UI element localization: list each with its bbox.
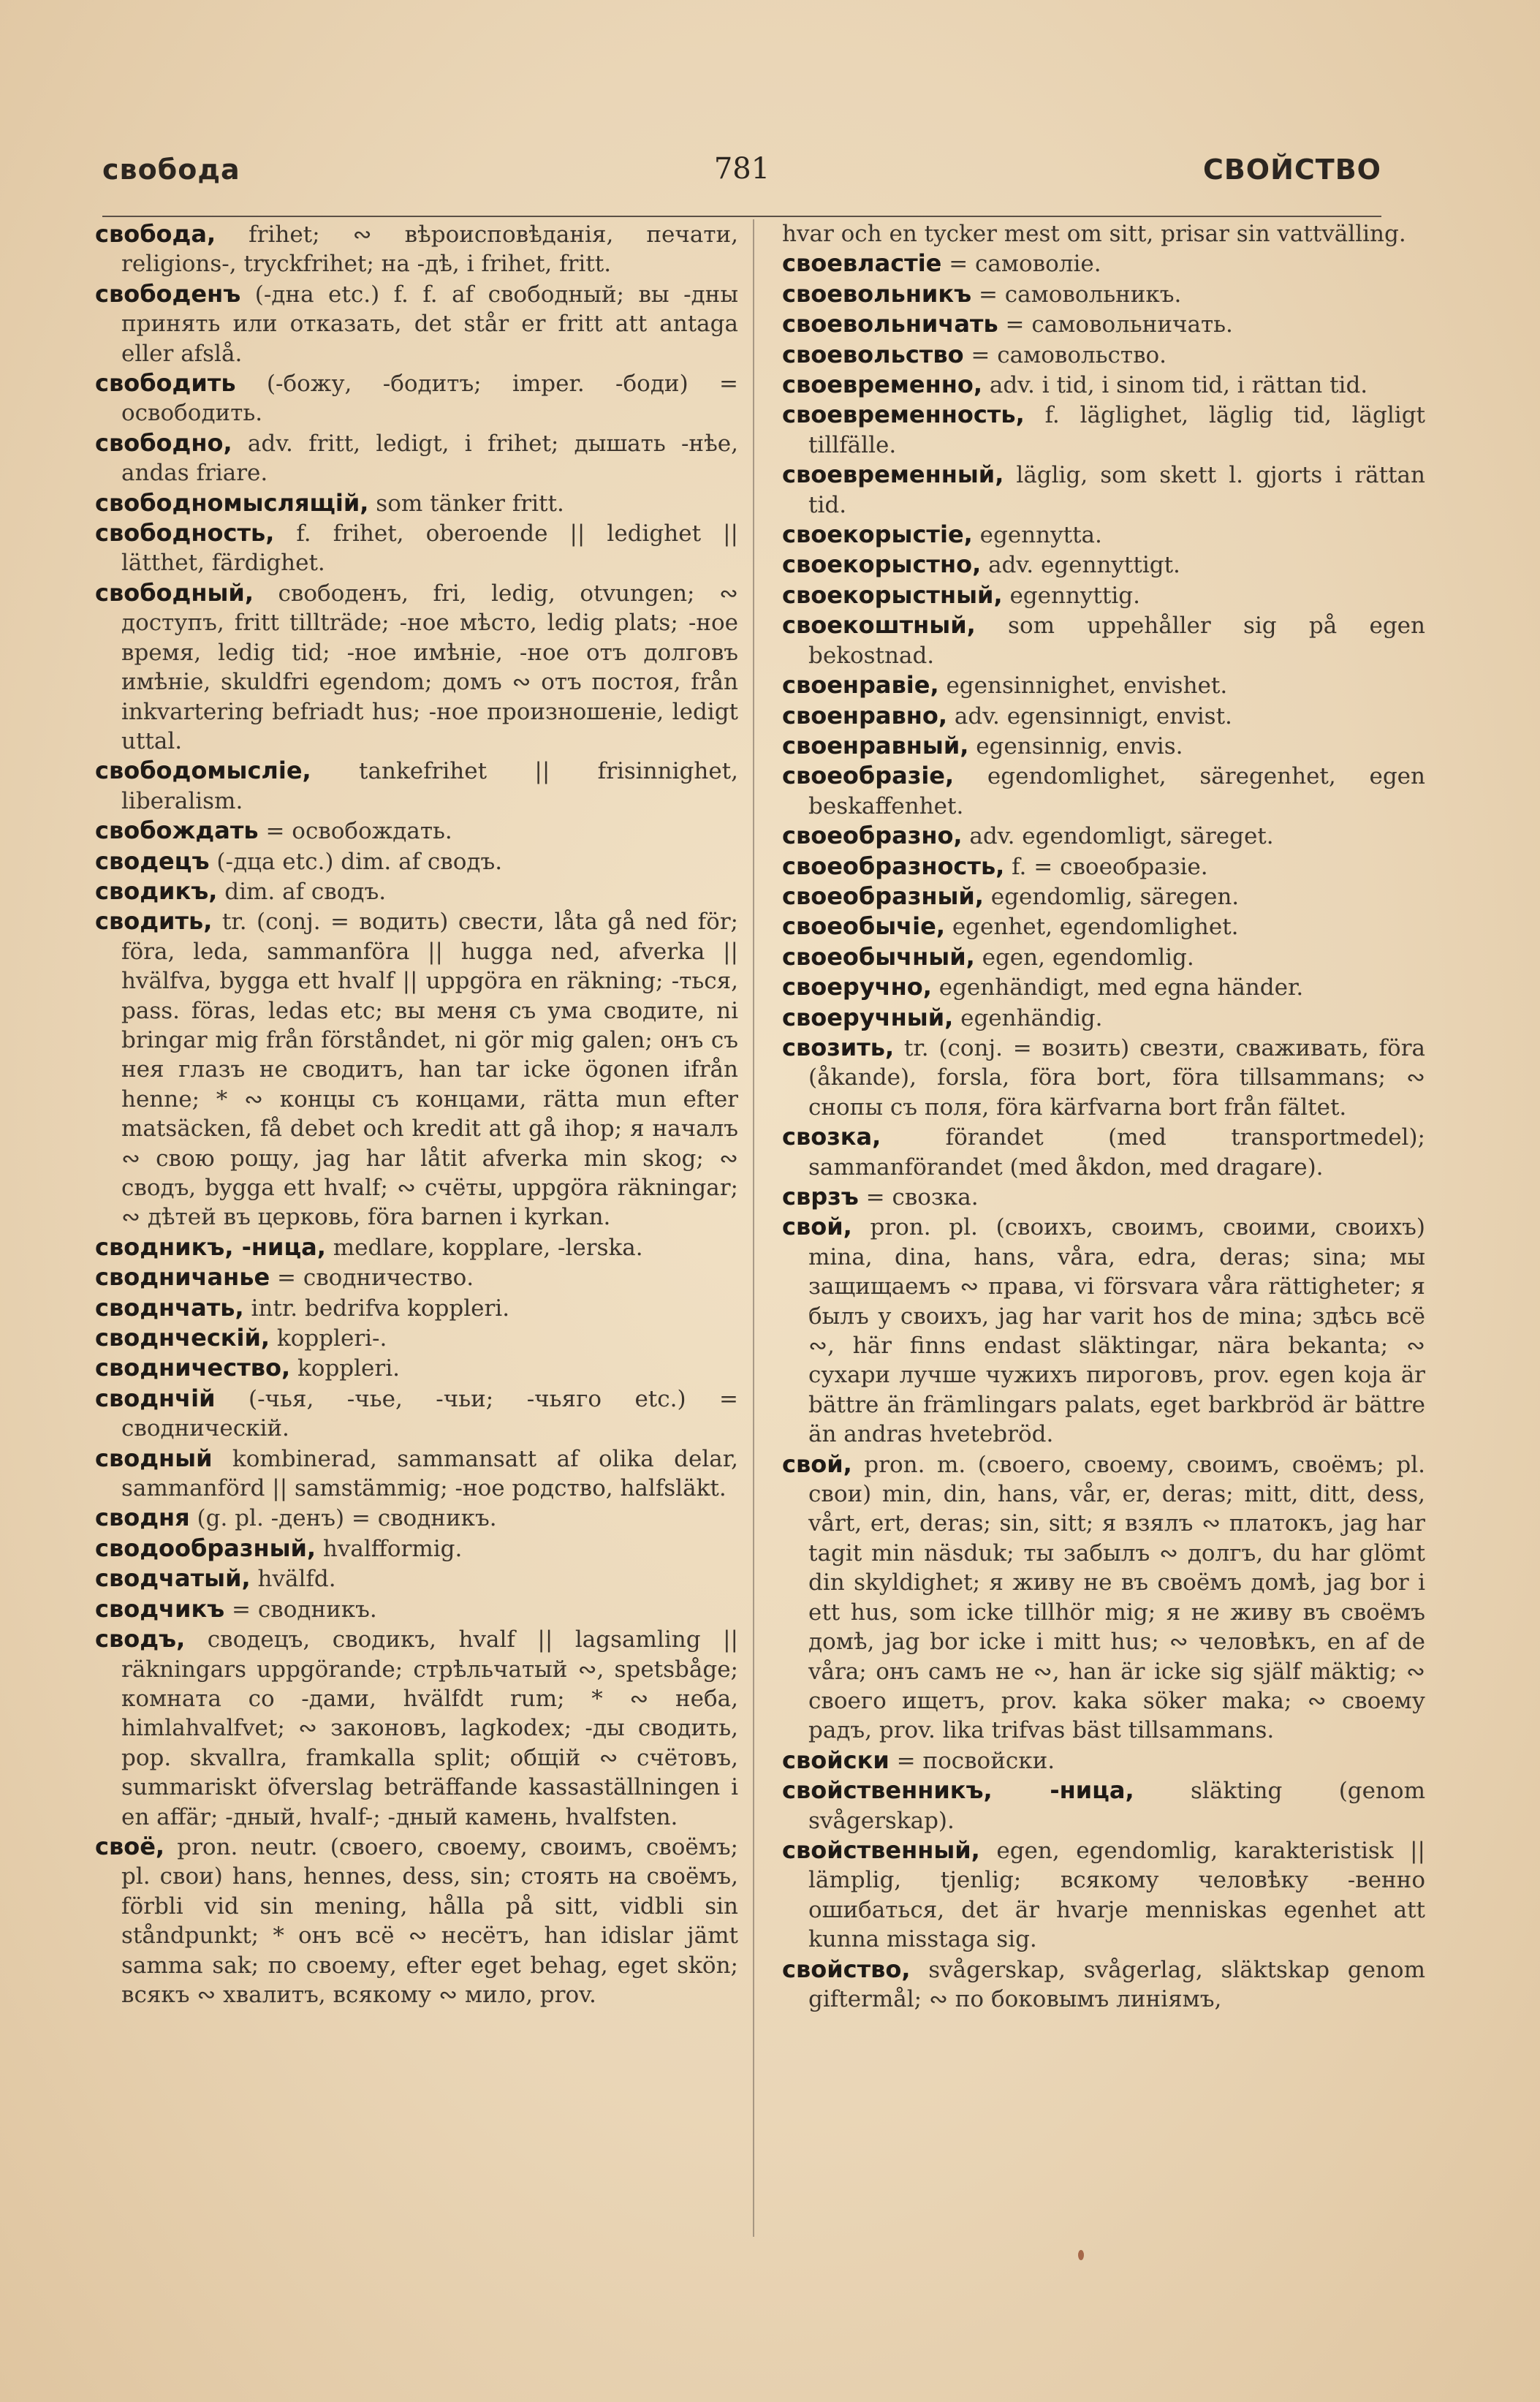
- entry-definition: = самовольникъ.: [971, 281, 1182, 308]
- dictionary-entry: [95, 368, 738, 428]
- entry-headword: своеобразіе,: [782, 762, 955, 790]
- dictionary-entry: [95, 1832, 738, 2009]
- entry-definition: = свозка.: [858, 1184, 979, 1211]
- dictionary-entry: [95, 846, 738, 876]
- dictionary-entry: [782, 340, 1425, 370]
- entry-headword: сврзъ: [782, 1183, 859, 1211]
- entry-definition: tr. (conj. = возить) свезти, сваживать, föra (åkande), forsla, föra bort, föra tillsammans; ∾ снопы съ поля, föra kärfvarna bort från fältet.: [808, 1034, 1425, 1121]
- dictionary-entry: [95, 428, 738, 488]
- dictionary-entry: [782, 1182, 1425, 1212]
- entry-definition: tr. (conj. = водить) свести, låta gå ned för; föra, leda, sammanföra || hugga ned, afverka || hvälfva, bygga ett hvalf || uppgöra en räkning; -ться, pass. föras, ledas etc; вы меня съ ума сводите, ni bringar mig från förståndet, ni gör mig galen; онъ съ нея глазъ не сводитъ, han tar icke ögonen ifrån henne; * ∾ концы съ концами, rätta mun efter matsäcken, få debet och kredit att gå ihop; я началъ ∾ свою рощу, jag har låtit afverka min skog; ∾ сводъ, bygga ett hvalf; ∾ счёты, uppgöra räkningar; ∾ дѣтей въ церковь, föra barnen i kyrkan.: [121, 909, 738, 1231]
- header-rule: [102, 216, 1381, 217]
- entry-headword: своекорыстный,: [782, 580, 1003, 609]
- dictionary-entry: [95, 756, 738, 816]
- dictionary-entry: [782, 309, 1425, 339]
- dictionary-entry: [782, 460, 1425, 520]
- dictionary-entry: [782, 279, 1425, 309]
- entry-definition: hvalfformig.: [316, 1535, 463, 1562]
- entry-headword: своеобразный,: [782, 882, 984, 910]
- dictionary-entry: [95, 1564, 738, 1594]
- dictionary-entry: [95, 1323, 738, 1353]
- entry-definition: = самоволіе.: [941, 251, 1101, 278]
- entry-definition: f. frihet, oberoende || ledighet || lätthet, färdighet.: [121, 520, 738, 577]
- entry-headword: сводъ,: [95, 1625, 186, 1653]
- entry-headword: сводчикъ: [95, 1594, 225, 1623]
- dictionary-entry: [782, 1033, 1425, 1122]
- entry-definition: adv. egennyttigt.: [981, 552, 1180, 579]
- entry-definition: (-чья, -чье, -чьи; -чьяго etc.) = сводническій.: [121, 1385, 738, 1442]
- dictionary-entry: [782, 912, 1425, 942]
- entry-definition: som tänker fritt.: [368, 490, 564, 517]
- dictionary-entry: [782, 550, 1425, 580]
- entry-headword: сводецъ: [95, 846, 210, 875]
- column-divider: [753, 219, 754, 2237]
- dictionary-entry: [95, 876, 738, 906]
- entry-headword: свойство,: [782, 1955, 911, 1983]
- left-running-headword: свобода: [102, 154, 240, 186]
- entry-headword: своевластіе: [782, 249, 942, 278]
- entry-headword: свобода,: [95, 220, 216, 248]
- entry-headword: сводообразный,: [95, 1534, 316, 1562]
- dictionary-entry: [782, 1212, 1425, 1449]
- entry-headword: свободномыслящій,: [95, 488, 369, 517]
- dictionary-entry: [95, 1624, 738, 1832]
- entry-headword: свойственникъ, -ница,: [782, 1776, 1134, 1805]
- entry-headword: своекорыстно,: [782, 550, 982, 579]
- dictionary-entry: [95, 906, 738, 1232]
- entry-headword: свободенъ: [95, 279, 241, 308]
- entry-headword: свозить,: [782, 1033, 895, 1061]
- dictionary-page: [95, 110, 1425, 2288]
- entry-definition: som uppehåller sig på egen bekostnad.: [808, 613, 1425, 669]
- page-number: 781: [713, 152, 770, 186]
- dictionary-entry: [782, 1746, 1425, 1776]
- dictionary-entry: [95, 1384, 738, 1444]
- entry-definition: tankefrihet || frisinnighet, liberalism.: [121, 758, 738, 814]
- dictionary-entry: [782, 219, 1425, 249]
- entry-definition: adv. egendomligt, säreget.: [962, 823, 1274, 850]
- entry-headword: своекоштный,: [782, 611, 976, 640]
- dictionary-entry: [95, 1353, 738, 1383]
- entry-headword: сводникъ, -ница,: [95, 1232, 326, 1261]
- entry-definition: = освобождать.: [258, 818, 452, 845]
- entry-definition: egenhet, egendomlighet.: [944, 914, 1239, 941]
- dictionary-entry: [95, 1534, 738, 1564]
- entry-headword: своё,: [95, 1832, 165, 1860]
- entry-definition: släkting (genom svågerskap).: [808, 1778, 1425, 1834]
- entry-headword: свой,: [782, 1450, 852, 1478]
- entry-headword: своевольство: [782, 340, 964, 368]
- dictionary-entry: [95, 1293, 738, 1323]
- dictionary-entry: [95, 219, 738, 279]
- right-running-headword: СВОЙСТВО: [1202, 154, 1381, 186]
- entry-definition: (-дна etc.) f. f. af свободный; вы -дны принять или отказать, det står er fritt att antaga eller afslå.: [121, 281, 738, 367]
- dictionary-entry: [782, 610, 1425, 670]
- dictionary-entry: [782, 1955, 1425, 2015]
- entry-headword: своевременно,: [782, 371, 982, 399]
- entry-definition: egenhändig.: [953, 1004, 1103, 1031]
- dictionary-entry: [95, 1262, 738, 1292]
- dictionary-entry: [782, 520, 1425, 550]
- dictionary-entry: [782, 580, 1425, 610]
- dictionary-entry: [782, 1450, 1425, 1746]
- dictionary-entry: [782, 1776, 1425, 1835]
- entry-definition: egensinnighet, envishet.: [938, 673, 1228, 700]
- entry-headword: своеобычный,: [782, 942, 975, 971]
- entry-definition: pron. m. (своего, своему, своимъ, своёмъ; pl. свои) min, din, hans, vår, er, deras; mitt, ditt, dess, vårt, ert, deras; sin, sitt; я взялъ ∾ платокъ, jag har tagit min näsduk; ты забылъ ∾ долгъ, du har glömt din skyldighet; я живу не въ своёмъ домѣ, jag bor i ett hus, som icke tillhör mig; я не живу въ своёмъ домѣ, jag bor icke i mitt hus; ∾ человѣкъ, en af de våra; онъ самъ не ∾, han är icke sig själf mäktig; ∾ своего ищетъ, prov. kaka söker maka; ∾ своему радъ, prov. lika trifvas bäst tillsammans.: [808, 1451, 1425, 1744]
- entry-definition: (-божу, -бодитъ; imper. -боди) = освободить.: [121, 371, 738, 427]
- dictionary-entry: [782, 370, 1425, 400]
- entry-headword: сводничанье: [95, 1263, 270, 1292]
- entry-definition: свободенъ, fri, ledig, otvungen; ∾ доступъ, fritt tillträde; -ное мѣсто, ledig plats; -ное время, ledig tid; -ное имѣніе, -ное отъ долговъ имѣніе, skuldfri egendom; домъ ∾ отъ постоя, från inkvartering befriadt hus; -ное произношеніе, ledigt uttal.: [121, 580, 738, 754]
- dictionary-entry: [782, 1122, 1425, 1182]
- dictionary-entry: [782, 821, 1425, 851]
- dictionary-entry: [95, 816, 738, 846]
- entry-headword: сводный: [95, 1444, 213, 1472]
- entry-headword: своевременный,: [782, 461, 1004, 489]
- entry-definition: egenhändigt, med egna händer.: [931, 974, 1304, 1001]
- entry-definition: dim. af сводъ.: [217, 878, 387, 905]
- entry-headword: своднчать,: [95, 1293, 244, 1322]
- entry-definition: egennyttig.: [1002, 582, 1140, 609]
- paper-stain-mark: [1078, 2250, 1084, 2260]
- entry-headword: своеручно,: [782, 973, 932, 1001]
- entry-definition: adv. fritt, ledigt, i frihet; дышать -нѣе, andas friare.: [121, 430, 738, 487]
- entry-definition: egennytta.: [972, 522, 1102, 549]
- entry-definition: egendomlig, säregen.: [983, 883, 1240, 910]
- entry-headword: свободность,: [95, 519, 275, 548]
- dictionary-entry: [782, 761, 1425, 821]
- entry-definition: = сводникъ.: [224, 1596, 377, 1623]
- entry-definition: läglig, som skett l. gjorts i rättan tid.: [808, 462, 1425, 518]
- dictionary-entry: [95, 488, 738, 518]
- dictionary-entry: [95, 1232, 738, 1262]
- dictionary-entry: [95, 1444, 738, 1504]
- entry-headword: своднческій,: [95, 1324, 270, 1352]
- dictionary-entry: [95, 1594, 738, 1624]
- entry-definition: = самовольничать.: [998, 311, 1233, 338]
- entry-definition: frihet; ∾ вѣроисповѣданія, печати, religions-, tryckfrihet; на -дѣ, i frihet, fritt.: [121, 221, 738, 278]
- entry-headword: сводчатый,: [95, 1564, 251, 1593]
- entry-definition: adv. egensinnigt, envist.: [947, 702, 1232, 730]
- dictionary-entry: [782, 972, 1425, 1002]
- entry-definition: = самовольство.: [963, 341, 1167, 368]
- dictionary-entry: [782, 670, 1425, 700]
- entry-headword: свободный,: [95, 578, 254, 607]
- entry-headword: сводничество,: [95, 1354, 291, 1382]
- entry-definition: pron. neutr. (своего, своему, своимъ, своёмъ; pl. свои) hans, hennes, dess, sin; стоять на своёмъ, förbli vid sin mening, hålla på sitt, vidbli sin ståndpunkt; * онъ всё ∾ несётъ, han idislar jämt samma sak; по своему, efter eget behag, eget skön; всякъ ∾ хвалитъ, всякому ∾ мило, prov.: [121, 1833, 738, 2008]
- entry-headword: своевременность,: [782, 401, 1025, 429]
- entry-definition: (g. pl. -денъ) = сводникъ.: [189, 1505, 497, 1532]
- entry-headword: сводня: [95, 1504, 190, 1532]
- entry-definition: (-дца etc.) dim. af сводъ.: [209, 848, 503, 875]
- dictionary-entry: [95, 1503, 738, 1533]
- entry-definition: svågerskap, svågerlag, släktskap genom giftermål; ∾ по боковымъ линіямъ,: [808, 1956, 1425, 2012]
- entry-definition: koppleri-.: [270, 1325, 387, 1352]
- entry-headword: своевольникъ: [782, 279, 972, 308]
- entry-definition: adv. i tid, i sinom tid, i rättan tid.: [982, 372, 1368, 399]
- left-column: [95, 219, 738, 2251]
- dictionary-entry: [782, 882, 1425, 912]
- dictionary-entry: [95, 518, 738, 578]
- entry-definition: = сводничество.: [270, 1265, 474, 1292]
- entry-definition: = посвойски.: [889, 1747, 1055, 1774]
- entry-headword: свобождать: [95, 817, 259, 845]
- entry-headword: своеобразно,: [782, 822, 963, 850]
- entry-definition: medlare, kopplare, -lerska.: [325, 1234, 643, 1261]
- entry-definition: egensinnig, envis.: [968, 732, 1183, 759]
- entry-headword: своенравно,: [782, 701, 948, 730]
- dictionary-entry: [782, 701, 1425, 731]
- entry-headword: сводить,: [95, 907, 213, 936]
- entry-definition: pron. pl. (своихъ, своимъ, своими, своихъ) mina, dina, hans, våra, edra, deras; sina; мы защищаемъ ∾ права, vi försvara våra rättigheter; я былъ у своихъ, jag har varit hos de mina; здѣсь всё ∾, här finns endast släktingar, nära bekanta; ∾ сухари лучше чужихъ пироговъ, prov. egen koja är bättre än främlingars palats, eget barkbröd är bättre än andras hvetebröd.: [808, 1214, 1425, 1448]
- entry-definition: koppleri.: [290, 1355, 400, 1382]
- entry-headword: своенравный,: [782, 731, 969, 759]
- entry-definition: f. = своеобразіе.: [1004, 853, 1208, 880]
- entry-definition: f. läglighet, läglig tid, lägligt tillfälle.: [808, 402, 1425, 458]
- entry-definition: egen, egendomlig.: [974, 944, 1194, 971]
- entry-headword: своднчій: [95, 1384, 216, 1412]
- dictionary-entry: [782, 400, 1425, 460]
- entry-headword: свойственный,: [782, 1835, 980, 1864]
- entry-definition: intr. bedrifva koppleri.: [243, 1295, 510, 1322]
- entry-definition: förandet (med transportmedel); sammanförandet (med åkdon, med dragare).: [808, 1124, 1425, 1181]
- entry-headword: свободно,: [95, 428, 232, 457]
- entry-headword: свозка,: [782, 1123, 881, 1151]
- entry-definition: hvar och en tycker mest om sitt, prisar sin vattvälling.: [782, 221, 1406, 247]
- dictionary-entry: [782, 942, 1425, 972]
- dictionary-entry: [95, 279, 738, 368]
- entry-headword: своеобразность,: [782, 852, 1005, 880]
- entry-headword: своеручный,: [782, 1003, 954, 1031]
- dictionary-entry: [782, 852, 1425, 882]
- dictionary-entry: [95, 578, 738, 756]
- dictionary-entry: [782, 249, 1425, 279]
- entry-headword: своеобычіе,: [782, 912, 945, 941]
- entry-definition: сводецъ, сводикъ, hvalf || lagsamling || räkningars uppgörande; стрѣльчатый ∾, spetsbåge; комната со -дами, hvälfdt rum; * ∾ неба, himlahvalfvet; ∾ законовъ, lagkodex; -ды сводить, pop. skvallra, framkalla split; общій ∾ счётовъ, summariskt öfverslag beträffande kassaställningen i en affär; -дный, hvalf-; -дный камень, hvalfsten.: [121, 1626, 738, 1830]
- page-header: [95, 146, 1389, 212]
- dictionary-entry: [782, 731, 1425, 761]
- entry-definition: hvälfd.: [250, 1566, 336, 1593]
- entry-definition: egendomlighet, säregenhet, egen beskaffenhet.: [808, 763, 1425, 819]
- entry-headword: свободить: [95, 369, 236, 398]
- right-column: [782, 219, 1425, 2251]
- entry-headword: своекорыстіе,: [782, 520, 973, 549]
- dictionary-entry: [782, 1003, 1425, 1033]
- entry-headword: свой,: [782, 1213, 852, 1241]
- entry-headword: сводикъ,: [95, 876, 218, 905]
- entry-definition: egen, egendomlig, karakteristisk || lämplig, tjenlig; всякому человѣку -венно ошибаться, det är hvarje menniskas egenhet att kunna misstaga sig.: [808, 1837, 1425, 1953]
- dictionary-entry: [782, 1835, 1425, 1955]
- entry-definition: kombinerad, sammansatt af olika delar, sammanförd || samstämmig; -ное родство, halfsläkt.: [121, 1445, 738, 1502]
- entry-headword: свободомысліе,: [95, 757, 311, 785]
- entry-headword: свойски: [782, 1746, 890, 1774]
- entry-headword: своевольничать: [782, 310, 998, 338]
- entry-headword: своенравіе,: [782, 671, 939, 700]
